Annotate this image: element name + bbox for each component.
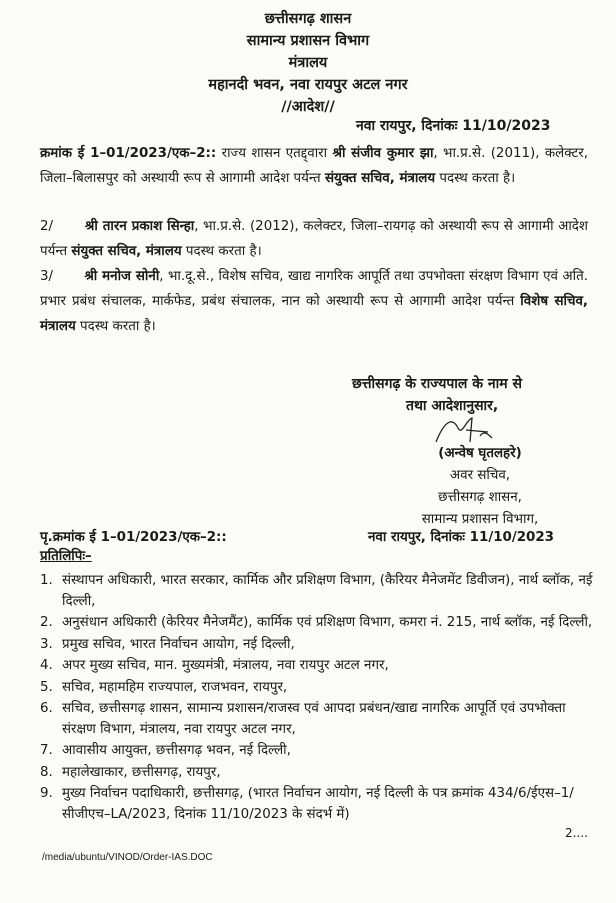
header-govt: छत्तीसगढ़ शासन — [264, 11, 352, 27]
list-item — [40, 656, 600, 677]
list-item-number: 1. — [40, 573, 53, 588]
officer-name-1: श्री संजीव कुमार झा — [332, 146, 434, 161]
list-item-number: 6. — [40, 701, 53, 716]
list-item-text: आवासीय आयुक्त, छत्तीसगढ़ भवन, नई दिल्ली, — [62, 743, 291, 758]
para-3-number: 3/ — [40, 269, 54, 284]
footer-file-path: /media/ubuntu/VINOD/Order-IAS.DOC — [42, 852, 213, 863]
posting-3: विशेष सचिव, मंत्रालय — [40, 294, 588, 334]
list-item — [40, 571, 600, 612]
list-item-number: 8. — [40, 764, 53, 780]
copy-number: पृ.क्रमांक ई 1–01/2023/एक–2:: — [40, 530, 227, 545]
paragraph-2: 2/ श्री तारन प्रकाश सिन्हा, भा.प्र.से. (2012), कलेक्टर, जिला–रायगढ़ को अस्थायी रूप से आगामी आदेश पर्यन्त संयुक्त सचिव, मंत्रालय पदस्थ करता है। — [40, 219, 589, 259]
posting-2: संयुक्त सचिव, मंत्रालय — [71, 244, 182, 259]
list-item-number: 4. — [40, 658, 53, 673]
list-item — [40, 613, 600, 634]
list-item-text: प्रमुख सचिव, भारत निर्वाचन आयोग, नई दिल्ली, — [62, 636, 295, 652]
list-item-number: 3. — [40, 636, 53, 652]
officer-name-2: श्री तारन प्रकाश सिन्हा — [84, 219, 195, 234]
list-item-number: 2. — [40, 615, 53, 630]
list-item-text: महालेखाकार, छत्तीसगढ़, रायपुर, — [62, 764, 221, 780]
signatory-designation: अवर सचिव, — [449, 468, 511, 483]
governor-line-2: तथा आदेशानुसार, — [406, 398, 499, 414]
signatory-govt: छत्तीसगढ़ शासन, — [438, 490, 522, 505]
order-title: //आदेश// — [281, 99, 335, 115]
header-address: महानदी भवन, नवा रायपुर अटल नगर — [208, 77, 408, 93]
list-item — [40, 741, 600, 762]
signatory-block — [380, 443, 580, 531]
page-marker: 2.... — [565, 826, 588, 840]
list-item-text: मुख्य निर्वाचन पदाधिकारी, छत्तीसगढ़, (भारत निर्वाचन आयोग, नई दिल्ली के पत्र क्रमांक 434/6/ईएस–1/सीजीएच–LA/2023, दिनांक 11/10/2023 के संदर्भ में) — [62, 786, 574, 822]
copy-date: नवा रायपुर, दिनांकः 11/10/2023 — [368, 530, 554, 545]
copy-recipient-list — [40, 571, 600, 826]
list-item — [40, 635, 600, 656]
place-date: नवा रायपुर, दिनांकः 11/10/2023 — [356, 118, 551, 134]
list-item — [40, 763, 600, 784]
paragraph-1: क्रमांक ई 1–01/2023/एक–2:: राज्य शासन एतद्द्वारा श्री संजीव कुमार झा, भा.प्र.से. (2011), कलेक्टर, जिला–बिलासपुर को अस्थायी रूप से आगामी आदेश पर्यन्त संयुक्त सचिव, मंत्रालय पदस्थ करता है। — [40, 146, 588, 186]
posting-1: संयुक्त सचिव, मंत्रालय — [324, 171, 436, 186]
signatory-name: (अन्वेष घृतलहरे) — [438, 446, 522, 461]
officer-name-3: श्री मनोज सोनी — [84, 269, 160, 284]
para-2-number: 2/ — [40, 219, 54, 234]
signatory-department: सामान्य प्रशासन विभाग, — [421, 512, 539, 527]
header-ministry: मंत्रालय — [288, 55, 328, 71]
order-number: क्रमांक ई 1–01/2023/एक–2:: — [40, 146, 217, 161]
list-item — [40, 784, 600, 825]
governor-line-1: छत्तीसगढ़ के राज्यपाल के नाम से — [352, 376, 522, 392]
header-department: सामान्य प्रशासन विभाग — [246, 33, 370, 49]
list-item-text: संस्थापन अधिकारी, भारत सरकार, कार्मिक और प्रशिक्षण विभाग, (कैरियर मैनेजमेंट डिवीजन), नार्थ ब्लॉक, नई दिल्ली, — [62, 573, 593, 609]
list-item — [40, 699, 600, 740]
list-item-number: 9. — [40, 786, 53, 801]
list-item-text: सचिव, महामहिम राज्यपाल, राजभवन, रायपुर, — [62, 679, 288, 695]
list-item-text: अपर मुख्य सचिव, मान. मुख्यमंत्री, मंत्रालय, नवा रायपुर अटल नगर, — [62, 658, 389, 673]
list-item-text: अनुसंधान अधिकारी (केरियर मैनेजमैंट), कार्मिक एवं प्रशिक्षण विभाग, कमरा नं. 215, नार्थ ब्लॉक, नई दिल्ली, — [62, 615, 593, 630]
list-item — [40, 678, 600, 699]
paragraph-3: 3/ श्री मनोज सोनी, भा.दू.से., विशेष सचिव, खाद्य नागरिक आपूर्ति तथा उपभोक्ता संरक्षण विभाग एवं अति. प्रभार प्रबंध संचालक, मार्कफेड, प्रबंध संचालक, नान को अस्थायी रूप से आगामी आदेश पर्यन्त विशेष सचिव, मंत्रालय पदस्थ करता है। — [40, 269, 588, 334]
list-item-number: 5. — [40, 679, 53, 695]
list-item-text: सचिव, छत्तीसगढ़ शासन, सामान्य प्रशासन/राजस्व एवं आपदा प्रबंधन/खाद्य नागरिक आपूर्ति एवं उपभोक्ता संरक्षण विभाग, मंत्रालय, नवा रायपुर अटल नगर, — [62, 701, 566, 737]
copy-heading: प्रतिलिपिः– — [40, 549, 92, 564]
list-item-number: 7. — [40, 743, 53, 758]
